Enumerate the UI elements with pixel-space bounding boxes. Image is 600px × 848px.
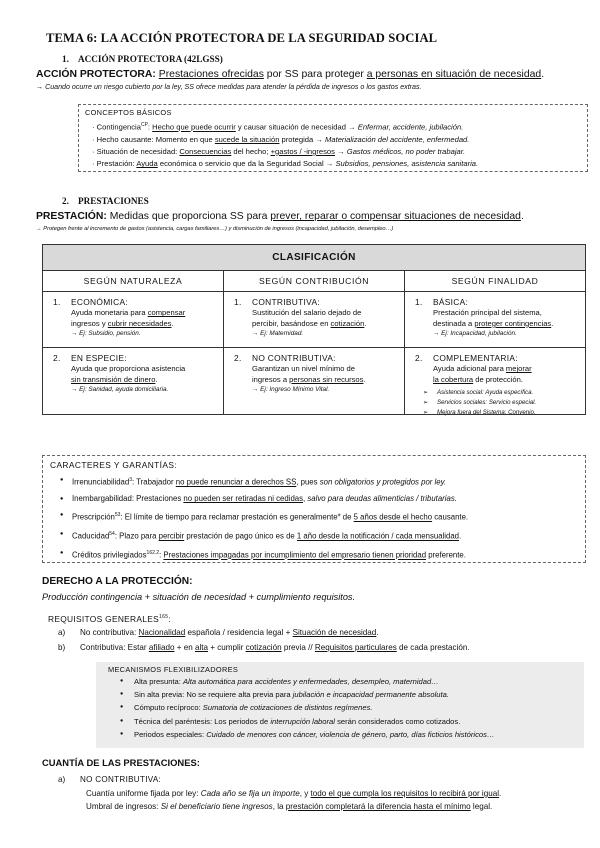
c2-a: · Hecho causante: Momento en que <box>92 134 215 144</box>
cell-no-contributiva <box>224 348 404 414</box>
desc-b: ingresos a <box>252 374 290 384</box>
desc-c: de protección. <box>473 374 523 384</box>
c1-c: y causar situación de necesidad → <box>235 122 358 132</box>
section-1-number: 1. <box>62 54 69 64</box>
i3-b: : El límite de tiempo para reclamar prestación es generalmente* de <box>120 512 354 522</box>
cell-desc <box>53 308 217 329</box>
i3-c: causante. <box>432 512 469 522</box>
cell-economica <box>43 292 223 348</box>
ra-b: española / residencia legal + <box>185 628 293 637</box>
mecanismo-computo <box>108 701 584 714</box>
i1-a: Irrenunciabilidad <box>72 477 130 487</box>
m4-b: serán considerados como cotizados. <box>334 716 461 726</box>
desc-c: . <box>155 374 158 384</box>
conceptos-heading: CONCEPTOS BÁSICOS <box>85 108 172 117</box>
m5-a: Periodos especiales: <box>134 729 207 739</box>
ra-u1: Nacionalidad <box>138 628 186 637</box>
c4-b: económica o servicio que da la Seguridad Social → <box>157 159 336 169</box>
ra-c: . <box>376 628 379 637</box>
c3-b: del hecho; <box>231 146 271 156</box>
cell-especie <box>43 348 223 414</box>
cuantia-no-contributiva-label <box>58 775 161 786</box>
ra-n: a) <box>58 628 66 637</box>
c3-u1: Consecuencias <box>179 146 232 156</box>
i3-u: 5 años desde el hecho <box>353 512 433 522</box>
desc-c: . <box>364 318 367 328</box>
column-finalidad <box>405 271 585 414</box>
cell-title-text: BÁSICA: <box>433 297 469 307</box>
derecho-heading: DERECHO A LA PROTECCIÓN: <box>42 576 193 587</box>
item-inembargabilidad <box>50 491 585 507</box>
cell-title <box>415 297 579 308</box>
cell-basica <box>405 292 585 348</box>
cu2-c: legal. <box>470 802 493 811</box>
cu1-a: Cuantía uniforme fijada por ley: <box>86 789 201 798</box>
cu1-u: todo el que cumpla los requisitos lo recibirá por igual <box>310 789 500 798</box>
c2-b: protegida → <box>279 134 326 144</box>
desc-u: mejorar <box>505 364 532 374</box>
accion-protectora-definition <box>36 68 544 82</box>
cell-title <box>415 353 579 364</box>
i5-a: Créditos privilegiados <box>72 550 147 560</box>
desc-u2: sin transmisión de dinero <box>71 374 156 384</box>
requisitos-heading <box>48 614 171 625</box>
i4-a: Caducidad <box>72 531 110 541</box>
clasificacion-columns <box>43 271 585 414</box>
bullet-servicios-sociales: ➢ Servicios sociales: Servicio especial. <box>423 398 579 408</box>
item-creditos-privilegiados <box>50 545 585 564</box>
i4-c: prestación de pago único es de <box>184 531 297 541</box>
i5-sup: 162.2 <box>146 549 160 556</box>
prestacion-lead: PRESTACIÓN: <box>36 211 107 222</box>
m3-i: Sumatoria de cotizaciones de distintos regímenes. <box>202 703 373 713</box>
c3-c: → <box>334 146 347 156</box>
cu1-i: Cada año se fija un importe <box>200 789 300 798</box>
desc-c: . <box>171 318 174 328</box>
rb-u2: alta <box>194 643 209 652</box>
complementaria-bullets <box>415 388 579 417</box>
desc-u: compensar <box>147 308 186 318</box>
cell-num: 2. <box>53 353 61 363</box>
column-contribucion <box>224 271 405 414</box>
section-1-heading <box>62 53 223 65</box>
i1-i: son obligatorios y protegidos por ley. <box>319 477 447 487</box>
section-2-heading <box>62 195 149 207</box>
item-caducidad <box>50 526 585 545</box>
i2-b: , <box>303 494 308 504</box>
rb-u3: cotización <box>245 643 282 652</box>
cell-desc <box>53 364 217 385</box>
cu1-c: . <box>499 789 502 798</box>
cell-example: → Ej: Subsidio, pensión. <box>71 330 141 338</box>
conceptos-basicos-box <box>78 104 588 172</box>
column-header: SEGÚN CONTRIBUCIÓN <box>224 271 404 292</box>
c1-i: Enfermar, accidente, jubilación. <box>357 122 464 132</box>
c4-u: Ayuda <box>136 159 158 169</box>
rb-e: de cada prestación. <box>396 643 470 652</box>
cell-contributiva <box>224 292 404 348</box>
cell-num: 2. <box>234 353 242 363</box>
c3-u2: +gastos / -ingresos <box>270 146 335 156</box>
cell-example: → Ej: Ingreso Mínimo Vital. <box>252 386 330 394</box>
m4-i: interrupción laboral <box>270 716 335 726</box>
cell-title <box>234 353 398 364</box>
c1-u: Hecho que puede ocurrir <box>152 122 236 132</box>
desc-a: Sustitución del salario dejado de <box>252 308 362 318</box>
mecanismos-heading: MECANISMOS FLEXIBILIZADORES <box>108 665 239 674</box>
desc-b: percibir, basándose en <box>252 318 331 328</box>
bullet-asistencia-social: ➢ Asistencia social: Ayuda específica. <box>423 388 579 398</box>
rb-u1: afiliado <box>148 643 175 652</box>
definition-text <box>159 69 544 80</box>
cell-title-text: EN ESPECIE: <box>71 353 127 363</box>
definition-lead: ACCIÓN PROTECTORA: <box>36 69 156 80</box>
cell-title-text: COMPLEMENTARIA: <box>433 353 518 363</box>
m4-a: Técnica del paréntesis: Los periodos de <box>134 716 271 726</box>
i2-i: salvo para deudas alimenticias / tributarias. <box>307 494 457 504</box>
requisito-no-contributiva <box>58 628 379 639</box>
cell-desc <box>234 364 398 385</box>
cell-num: 1. <box>53 297 61 307</box>
cu-label: NO CONTRIBUTIVA: <box>80 775 162 784</box>
item-irrenunciabilidad <box>50 472 585 491</box>
accion-protectora-note: → Cuando ocurre un riesgo cubierto por la ley, SS ofrece medidas para atender la pérdida de ingresos o los gastos extras. <box>36 83 422 91</box>
i2-a: Inembargabilidad: Prestaciones <box>72 494 184 504</box>
m2-i: jubilación e incapacidad permanente absoluta. <box>292 690 449 700</box>
i4-u1: percibir <box>158 531 185 541</box>
bullet-mejora-fuera: ➢ Mejora fuera del Sistema: Convenio. <box>423 408 579 418</box>
prestacion-end: . <box>520 211 524 222</box>
c2-i: Materialización del accidente, enfermedad. <box>325 134 470 144</box>
page-title: TEMA 6: LA ACCIÓN PROTECTORA DE LA SEGURIDAD SOCIAL <box>46 31 438 45</box>
desc-u2: cotización <box>330 318 365 328</box>
caracteres-box <box>42 455 586 563</box>
concepto-hecho-causante <box>85 134 587 146</box>
cell-desc <box>234 308 398 329</box>
def-underline-1: Prestaciones ofrecidas <box>158 69 264 80</box>
item-prescripcion <box>50 507 585 526</box>
c3-i: Gastos médicos, no poder trabajar. <box>346 146 466 156</box>
cell-title <box>53 297 217 308</box>
clasificacion-title: CLASIFICACIÓN <box>43 245 585 271</box>
cuantia-uniforme <box>86 789 501 800</box>
rb-d: previa // <box>281 643 315 652</box>
column-header: SEGÚN NATURALEZA <box>43 271 223 292</box>
desc-u2: personas sin recursos <box>289 374 364 384</box>
section-2-number: 2. <box>62 196 69 206</box>
m1-a: Alta presunta: <box>134 676 183 686</box>
cell-example: → Ej: Sanidad, ayuda domiciliaria. <box>71 386 169 394</box>
i4-b: : Plazo para <box>114 531 159 541</box>
i1-u: no puede renunciar a derechos SS <box>175 477 297 487</box>
ra-u2: Situación de necesidad <box>292 628 377 637</box>
desc-u2: cubrir necesidades <box>107 318 172 328</box>
c3-a: · Situación de necesidad: <box>92 146 180 156</box>
mecanismo-sin-alta <box>108 688 584 701</box>
desc-a: Ayuda que proporciona asistencia <box>71 364 186 374</box>
cell-title <box>53 353 217 364</box>
desc-c: . <box>551 318 554 328</box>
mecanismo-periodos <box>108 728 584 741</box>
cu2-b: , la <box>272 802 286 811</box>
concepto-situacion-necesidad <box>85 146 587 158</box>
i5-u: Prestaciones impagadas por incumplimiento del empresario tienen prioridad <box>163 550 427 560</box>
i1-c: , pues <box>296 477 320 487</box>
m1-i: Alta automática para accidentes y enfermedades, desempleo, maternidad… <box>182 676 439 686</box>
mecanismo-alta-presunta <box>108 675 584 688</box>
cell-num: 2. <box>415 353 423 363</box>
cell-example: → Ej: Maternidad. <box>252 330 304 338</box>
c4-a: · Prestación: <box>92 159 137 169</box>
c1-sup: CP <box>140 121 148 128</box>
rb-b: + en <box>174 643 195 652</box>
i1-b: : Trabajador <box>132 477 176 487</box>
column-header: SEGÚN FINALIDAD <box>405 271 585 292</box>
prestacion-definition <box>36 210 524 224</box>
prestacion-underline: prever, reparar o compensar situaciones de necesidad <box>270 211 521 222</box>
def-mid: por SS para proteger <box>263 69 367 80</box>
desc-u2: proteger contingencias <box>474 318 552 328</box>
req-sup: 165 <box>159 614 169 621</box>
i4-d: . <box>459 531 462 541</box>
cuantia-umbral <box>86 802 492 813</box>
derecho-formula: Producción contingencia + situación de necesidad + cumplimiento requisitos. <box>42 592 356 602</box>
cell-num: 1. <box>415 297 423 307</box>
i1-sup: 3 <box>129 477 132 484</box>
requisito-contributiva <box>58 643 470 654</box>
rb-u4: Requisitos particulares <box>314 643 397 652</box>
req-heading-text: REQUISITOS GENERALES <box>48 614 160 624</box>
i3-a: Prescripción <box>72 512 115 522</box>
clasificacion-table <box>42 244 586 415</box>
cell-title <box>234 297 398 308</box>
m2-a: Sin alta previa: No se requiere alta previa para <box>134 690 293 700</box>
section-1-title: ACCIÓN PROTECTORA (42LGSS) <box>78 54 223 64</box>
cuantia-heading: CUANTÍA DE LAS PRESTACIONES: <box>42 757 200 768</box>
mecanismo-parentesis <box>108 715 584 728</box>
column-naturaleza <box>43 271 224 414</box>
i4-sup: 54 <box>109 531 115 538</box>
i5-c: preferente. <box>426 550 466 560</box>
desc-a: Prestación principal del sistema, <box>433 308 542 318</box>
caracteres-heading: CARACTERES Y GARANTÍAS: <box>50 460 178 470</box>
desc-u2: la cobertura <box>433 374 474 384</box>
m3-a: Cómputo recíproco: <box>134 703 203 713</box>
cu-n: a) <box>58 775 66 784</box>
prestacion-mid: Medidas que proporciona SS para <box>106 211 271 222</box>
req-heading-end: : <box>168 614 171 624</box>
concepto-contingencia <box>85 119 587 134</box>
c4-i: Subsidios, pensiones, asistencia sanitaria. <box>335 159 479 169</box>
m5-i: Cuidado de menores con cáncer, violencia de género, parto, días ficticios históricos… <box>206 729 495 739</box>
cell-desc <box>415 364 579 385</box>
cell-title-text: NO CONTRIBUTIVA: <box>252 353 336 363</box>
cu1-b: , y <box>299 789 311 798</box>
concepto-prestacion <box>85 158 587 170</box>
mecanismos-box <box>96 662 584 748</box>
i3-sup: 53 <box>114 512 121 519</box>
desc-b: destinada a <box>433 318 475 328</box>
cu2-i: Si el beneficiario tiene ingresos <box>160 802 273 811</box>
def-end: . <box>541 69 545 80</box>
cell-complementaria <box>405 348 585 414</box>
rb-c: + cumplir <box>208 643 246 652</box>
desc-c: . <box>363 374 366 384</box>
rb-n: b) <box>58 643 66 652</box>
cell-title-text: ECONÓMICA: <box>71 297 128 307</box>
c1-b: : <box>147 122 153 132</box>
ra-a: No contributiva: <box>80 628 139 637</box>
desc-a: Ayuda adicional para <box>433 364 506 374</box>
c1-a: · Contingencia <box>92 122 141 132</box>
cell-title-text: CONTRIBUTIVA: <box>252 297 320 307</box>
i5-b: : <box>159 550 164 560</box>
cell-num: 1. <box>234 297 242 307</box>
cell-desc <box>415 308 579 329</box>
c2-u: sucede la situación <box>214 134 280 144</box>
desc-b: ingresos y <box>71 318 108 328</box>
prestacion-note: → Protegen frente al incremento de gastos (asistencia, cargas familiares…) y disminución de ingresos (incapacidad, jubilación, desempleo…) <box>36 226 394 232</box>
i2-u: no pueden ser retiradas ni cedidas <box>183 494 304 504</box>
cell-example: → Ej: Incapacidad, jubilación. <box>433 330 517 338</box>
i4-u2: 1 año desde la notificación / cada mensualidad <box>296 531 460 541</box>
cu2-a: Umbral de ingresos: <box>86 802 161 811</box>
desc-a: Ayuda monetaria para <box>71 308 148 318</box>
desc-a: Garantizan un nivel mínimo de <box>252 364 355 374</box>
rb-a: Contributiva: Estar <box>80 643 149 652</box>
section-2-title: PRESTACIONES <box>78 196 149 206</box>
cu2-u: prestación completará la diferencia hasta el mínimo <box>285 802 471 811</box>
def-underline-2: a personas en situación de necesidad <box>366 69 542 80</box>
